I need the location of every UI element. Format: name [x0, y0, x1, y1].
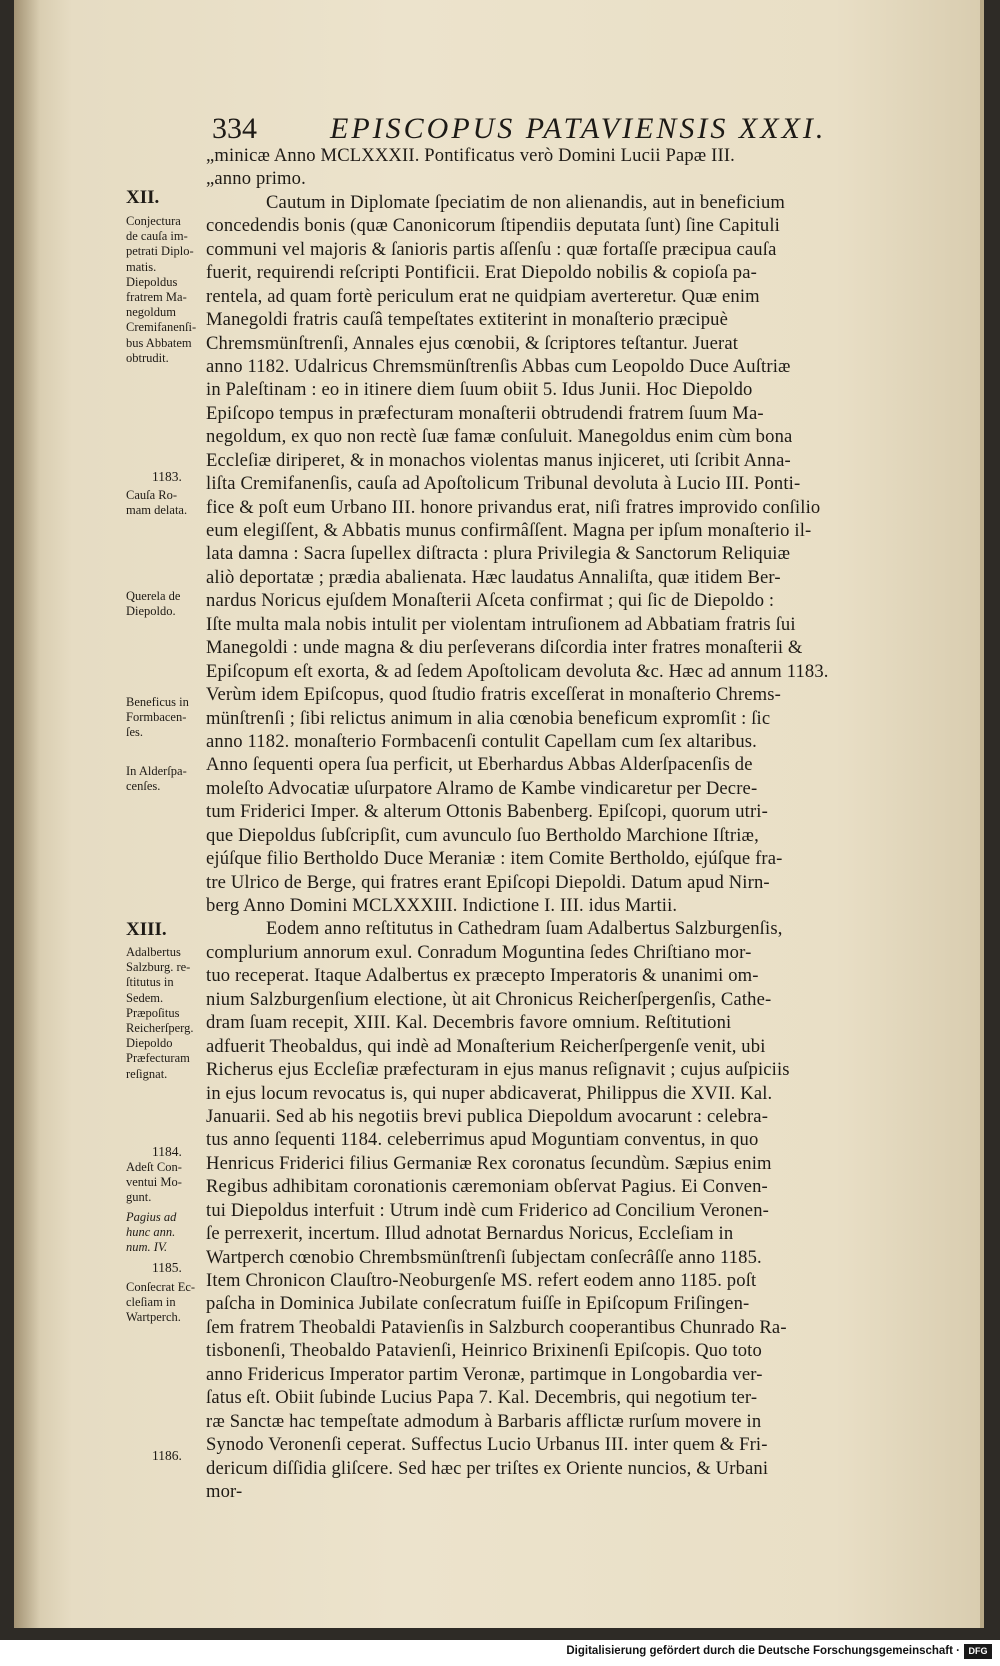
text-line: tum Friderici Imper. & alterum Ottonis Babenberg. Epiſcopi, quorum utri- [206, 801, 768, 823]
text-line: Regibus adhibitam coronationis cæremoniam obſervat Pagius. Ei Conven- [206, 1176, 768, 1198]
text-line: ſatus eſt. Obiit ſubinde Lucius Papa 7. Kal. Decembris, qui negotium ter- [206, 1387, 758, 1409]
text-line: dram ſuam recepit, XIII. Kal. Decembris favore omnium. Reſtitutioni [206, 1012, 732, 1034]
footer-bar [0, 1640, 1000, 1666]
margin-note-line: Beneficus in [126, 695, 189, 709]
margin-note-line: Adalbertus [126, 945, 181, 959]
margin-note-line: Formbacen- [126, 710, 187, 725]
margin-year-1183: 1183. [152, 469, 182, 484]
margin-note-line: gunt. [126, 1190, 152, 1205]
margin-note-beneficus [126, 695, 212, 741]
margin-note-line: In Alderſpa- [126, 764, 187, 778]
margin-note-line: Cremifanenſi- [126, 320, 197, 335]
text-line: Manegoldi : unde magna & diu perſeverans diſcordia inter fratres monaſterii & [206, 637, 803, 659]
text-line: Januarii. Sed ab his negotiis brevi publica Diepoldum avocarunt : celebra- [206, 1105, 769, 1127]
margin-note-line: mam delata. [126, 503, 188, 518]
text-line: tuo receperat. Itaque Adalbertus ex præcepto Imperatoris & unanimi om- [206, 965, 759, 987]
text-line: tre Ulrico de Berge, qui fratres erant Epiſcopi Diepoldi. Datum apud Nirn- [206, 871, 770, 893]
margin-note-line: cleſiam in [126, 1295, 176, 1310]
text-line: Manegoldi fratris cauſâ tempeſtates extiterint in monaſterio præcipuè [206, 309, 729, 331]
text-line: Item Chronicon Clauſtro-Neoburgenſe MS. refert eodem anno 1185. poſt [206, 1270, 757, 1291]
margin-note-line: Conjectura [126, 214, 181, 228]
text-line: Richerus ejus Eccleſiæ præfecturam in ejus manus reſignavit ; cujus auſpiciis [206, 1059, 790, 1081]
text-line: paſcha in Dominica Jubilate conſecratum fuiſſe in Epiſcopum Friſingen- [206, 1293, 750, 1315]
text-line: anno 1182. Udalricus Chremsmünſtrenſis Abbas cum Leopoldo Duce Auſtriæ [206, 355, 791, 377]
text-line: Eccleſiæ diriperet, & in monachos violentas manus injiceret, uti ſcribit Anna- [206, 449, 791, 471]
text-line: aliò deportatæ ; prædia abalienata. Hæc laudatus Annaliſta, quæ itidem Ber- [206, 566, 781, 588]
margin-note-wartperch [126, 1280, 212, 1326]
margin-note-line: bus Abbatem [126, 335, 192, 350]
text-line: Synodo Veronenſi ceperat. Suffectus Lucio Urbanus III. inter quem & Fri- [206, 1434, 768, 1456]
text-line: complurium annorum exul. Conradum Moguntina ſedes Chriſtiano mor- [206, 941, 752, 963]
body-text [206, 144, 934, 1503]
text-line: in ejus locum revocatus is, qui nuper abdicaverat, Philippus die XVII. Kal. [206, 1082, 773, 1104]
margin-note-querela [126, 589, 212, 619]
text-line: anno 1182. monaſterio Formbacenſi contulit Capellam cum ſex altaribus. [206, 730, 757, 752]
text-line: anno Fridericus Imperator partim Veronæ, partimque in Longobardia ver- [206, 1363, 763, 1385]
text-line: Henricus Friderici filius Germaniæ Rex coronatus ſecundùm. Sæpius enim [206, 1152, 772, 1174]
text-line: „anno primo. [206, 168, 306, 190]
text-line: eum elegiſſent, & Abbatis munus confirmâſſent. Magna per ipſum monaſterio il- [206, 520, 812, 541]
margin-note-adalbertus [126, 945, 212, 1082]
text-line: ſem fratrem Theobaldi Patavienſis in Salzburch cooperantibus Chunrado Ra- [206, 1316, 787, 1338]
margin-note-line: Sedem. [126, 990, 164, 1005]
text-line: dericum diſſidia gliſcere. Sed hæc per triſtes ex Oriente nuncios, & Urbani [206, 1457, 769, 1479]
margin-note-line: Præpoſitus [126, 1005, 180, 1020]
page-number: 334 [212, 112, 257, 145]
margin-note-causa-romam [126, 488, 212, 518]
margin-note-line: Diepoldo [126, 1036, 173, 1051]
text-line: nium Salzburgenſium electione, ùt ait Chronicus Reicherſpergenſis, Cathe- [206, 988, 772, 1010]
margin-year-1186: 1186. [152, 1448, 182, 1463]
section-number-xiii: XIII. [126, 919, 167, 940]
margin-note-line: Querela de [126, 589, 181, 603]
margin-note-line: Præfecturam [126, 1051, 190, 1066]
margin-note-line: petrati Diplo- [126, 244, 194, 259]
margin-note-line: num. IV. [126, 1240, 168, 1255]
margin-note-conjectura [126, 214, 212, 366]
text-line: „minicæ Anno MCLXXXII. Pontificatus verò Domini Lucii Papæ III. [206, 145, 735, 166]
text-line: tus anno ſequenti 1184. celeberrimus apud Moguntiam conventus, in quo [206, 1129, 759, 1151]
margin-note-line: ſtitutus in [126, 975, 174, 990]
text-line: tisbonenſi, Theobaldo Patavienſi, Heinrico Brixinenſi Epiſcopis. Quo toto [206, 1340, 762, 1362]
margin-note-line: Conſecrat Ec- [126, 1280, 196, 1294]
text-line: berg Anno Domini MCLXXXIII. Indictione I. III. idus Martii. [206, 895, 678, 916]
margin-note-line: de cauſa im- [126, 229, 188, 244]
text-line: münſtrenſi ; ſibi relictus animum in alia cœnobia beneficum expromſit : ſic [206, 707, 771, 729]
text-line: ræ Sanctæ hac tempeſtate admodum à Barbaris afflictæ rurſum movere in [206, 1410, 762, 1432]
margin-note-line: fratrem Ma- [126, 290, 187, 305]
margin-note-line: obtrudit. [126, 350, 169, 365]
margin-note-line: cenſes. [126, 779, 161, 794]
text-line: Epiſcopo tempus in præfecturam monaſterii obtrudendi fratrem ſuum Ma- [206, 402, 764, 424]
margin-note-line: matis. [126, 259, 157, 274]
text-line: lata damna : Sacra ſupellex diſtracta : plura Privilegia & Sanctorum Reliquiæ [206, 543, 791, 565]
text-line: ejúſque filio Bertholdo Duce Meraniæ : item Comite Bertholdo, ejúſque fra- [206, 848, 783, 870]
margin-note-line: Pagius ad [126, 1210, 177, 1224]
margin-note-line: Diepoldus [126, 274, 178, 289]
text-line: tui Diepoldus interfuit : Utrum indè cum Friderico ad Concilium Veronen- [206, 1199, 770, 1221]
text-line: rentela, ad quam fortè periculum erat ne quidpiam averteretur. Quæ enim [206, 285, 760, 307]
text-line: Wartperch cœnobio Chrembsmünſtrenſi ſubjectam conſecrâſſe anno 1185. [206, 1246, 762, 1268]
margin-note-pagius [126, 1210, 212, 1256]
margin-note-line: Cauſa Ro- [126, 488, 178, 502]
text-line: nardus Noricus ejuſdem Monaſterii Aſceta confirmat ; qui ſic de Diepoldo : [206, 590, 775, 612]
margin-note-line: hunc ann. [126, 1225, 176, 1240]
margin-year-1185: 1185. [152, 1260, 182, 1275]
margin-note-conventus [126, 1160, 212, 1206]
text-line: moleſto Advocatiæ uſurpatore Alramo de Kambe vindicaretur per Decre- [206, 777, 758, 799]
text-line: Epiſcopum eſt exorta, & ad ſedem Apoſtolicam devoluta &c. Hæc ad annum 1183. [206, 660, 829, 682]
footer-credit: Digitalisierung gefördert durch die Deutsche Forschungsgemeinschaft · [566, 1645, 960, 1657]
margin-note-line: Diepoldo. [126, 604, 176, 619]
text-line: Anno ſequenti opera ſua perficit, ut Eberhardus Abbas Alderſpacenſis de [206, 754, 753, 776]
margin-note-line: Reicherſperg. [126, 1021, 194, 1036]
text-line: Verùm idem Epiſcopus, quod ſtudio fratris exceſſerat in monaſterio Chrems- [206, 684, 781, 706]
margin-year-1184: 1184. [152, 1144, 182, 1159]
margin-note-line: ventui Mo- [126, 1175, 182, 1190]
text-line: ſe perrexerit, incertum. Illud adnotat Bernardus Noricus, Eccleſiam in [206, 1223, 734, 1245]
margin-note-line: Salzburg. re- [126, 960, 191, 975]
text-line: adfuerit Theobaldus, qui indè ad Monaſterium Reicherſpergenſe venit, ubi [206, 1035, 766, 1057]
margin-note-line: reſignat. [126, 1066, 168, 1081]
margin-note-alderspacenses [126, 764, 212, 794]
text-line: in Paleſtinam : eo in itinere diem ſuum obiit 5. Idus Junii. Hoc Diepoldo [206, 379, 753, 401]
section-number-xii: XII. [126, 187, 160, 208]
running-title: EPISCOPUS PATAVIENSIS XXXI. [330, 112, 827, 145]
margin-note-line: negoldum [126, 305, 176, 320]
text-line: Iſte multa mala nobis intulit per violentam intruſionem ad Abbatiam fratris ſui [206, 613, 796, 635]
dfg-logo: DFG [964, 1644, 992, 1659]
margin-note-line: ſes. [126, 725, 144, 740]
text-line: liſta Cremifanenſis, cauſa ad Apoſtolicum Tribunal devoluta à Lucio III. Ponti- [206, 473, 801, 495]
text-line: fice & poſt eum Urbano III. honore privandus erat, niſi fratres improvido conſilio [206, 496, 821, 518]
page-gutter-shadow [14, 0, 40, 1628]
text-line: negoldum, ex quo non rectè ſuæ famæ conſuluit. Manegoldus enim cùm bona [206, 426, 793, 448]
text-line: que Diepoldus ſubſcripſit, cum avunculo ſuo Bertholdo Marchione Iſtriæ, [206, 824, 759, 846]
text-line: concedendis bonis (quæ Canonicorum ſtipendiis deputata ſunt) ſine Capituli [206, 215, 780, 237]
text-line: communi vel majoris & ſanioris partis aſſenſu : quæ fortaſſe præcipua cauſa [206, 238, 777, 260]
text-line: Chremsmünſtrenſi, Annales ejus cœnobii, & ſcriptores teſtantur. Juerat [206, 332, 739, 354]
text-line: Cautum in Diplomate ſpeciatim de non alienandis, aut in beneficium [266, 191, 786, 213]
text-line: Eodem anno reſtitutus in Cathedram ſuam Adalbertus Salzburgenſis, [266, 918, 783, 940]
margin-note-line: Adeſt Con- [126, 1160, 182, 1174]
margin-note-line: Wartperch. [126, 1310, 181, 1325]
text-line: mor- [206, 1480, 243, 1502]
text-line: fuerit, requirendi reſcripti Pontificii. Erat Diepoldo nobilis & copioſa pa- [206, 262, 757, 284]
